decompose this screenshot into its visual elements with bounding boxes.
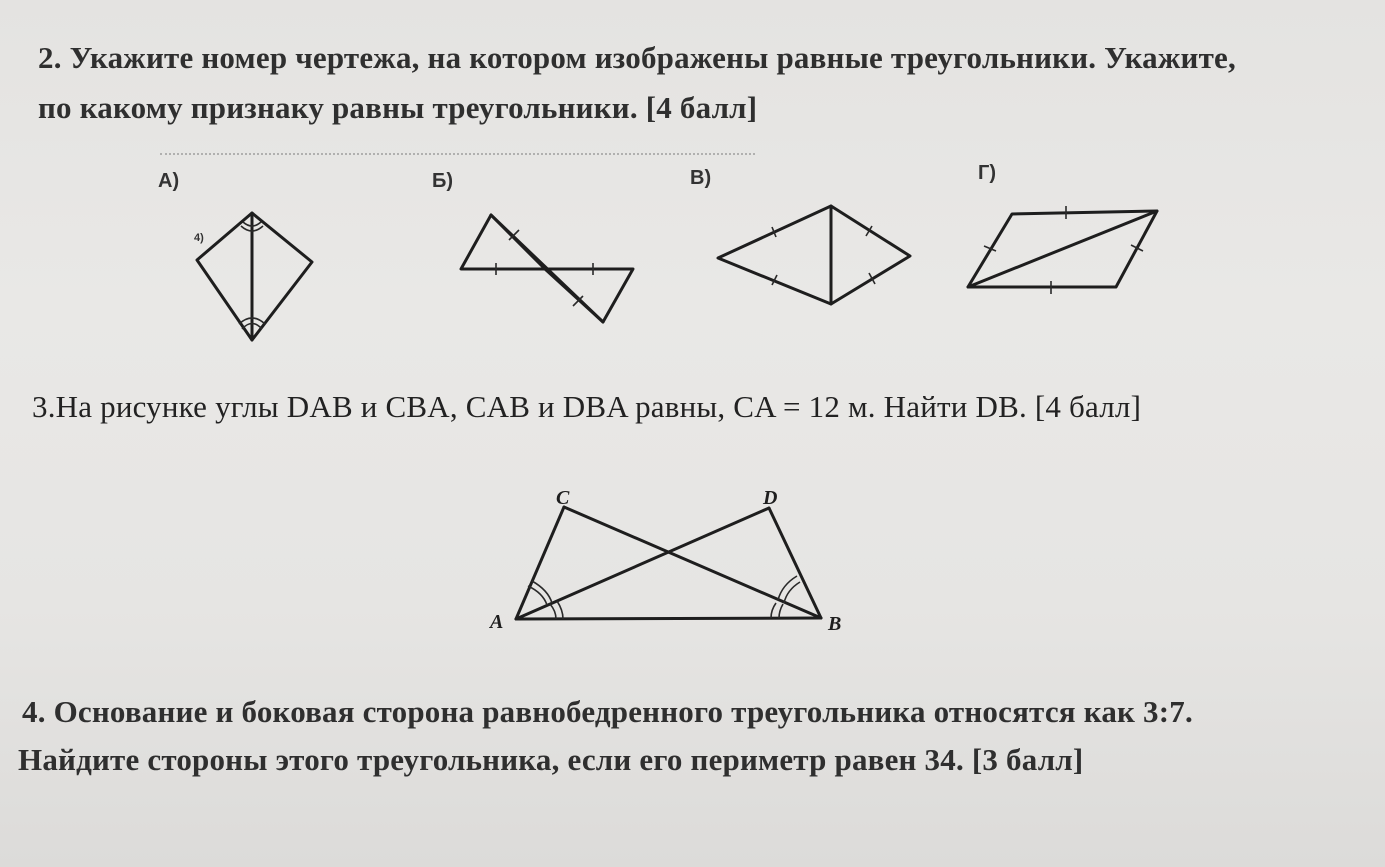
figure-a-mark: 4) xyxy=(194,232,204,244)
figure-g-label: Г) xyxy=(978,162,996,184)
q2-text-line1: 2. Укажите номер чертежа, на котором изображены равные треугольники. Укажите, xyxy=(38,40,1236,75)
q2-text-line2: по какому признаку равны треугольники. [4 балл] xyxy=(38,90,758,125)
q4-text-line2: Найдите стороны этого треугольника, если его периметр равен 34. [3 балл] xyxy=(18,742,1084,777)
point-a-label: A xyxy=(490,611,504,633)
q3-figure xyxy=(516,507,821,619)
point-d-label: D xyxy=(763,487,778,509)
point-c-label: C xyxy=(556,487,570,509)
figure-b-label: Б) xyxy=(432,170,454,192)
point-b-label: B xyxy=(828,613,842,635)
figure-a-label: А) xyxy=(158,170,180,192)
q4-text-line1: 4. Основание и боковая сторона равнобедренного треугольника относятся как 3:7. xyxy=(22,694,1193,729)
q3-text: 3.На рисунке углы DAB и CBA, CAB и DBA равны, CA = 12 м. Найти DB. [4 балл] xyxy=(32,389,1142,424)
figure-v-label: В) xyxy=(690,167,712,189)
